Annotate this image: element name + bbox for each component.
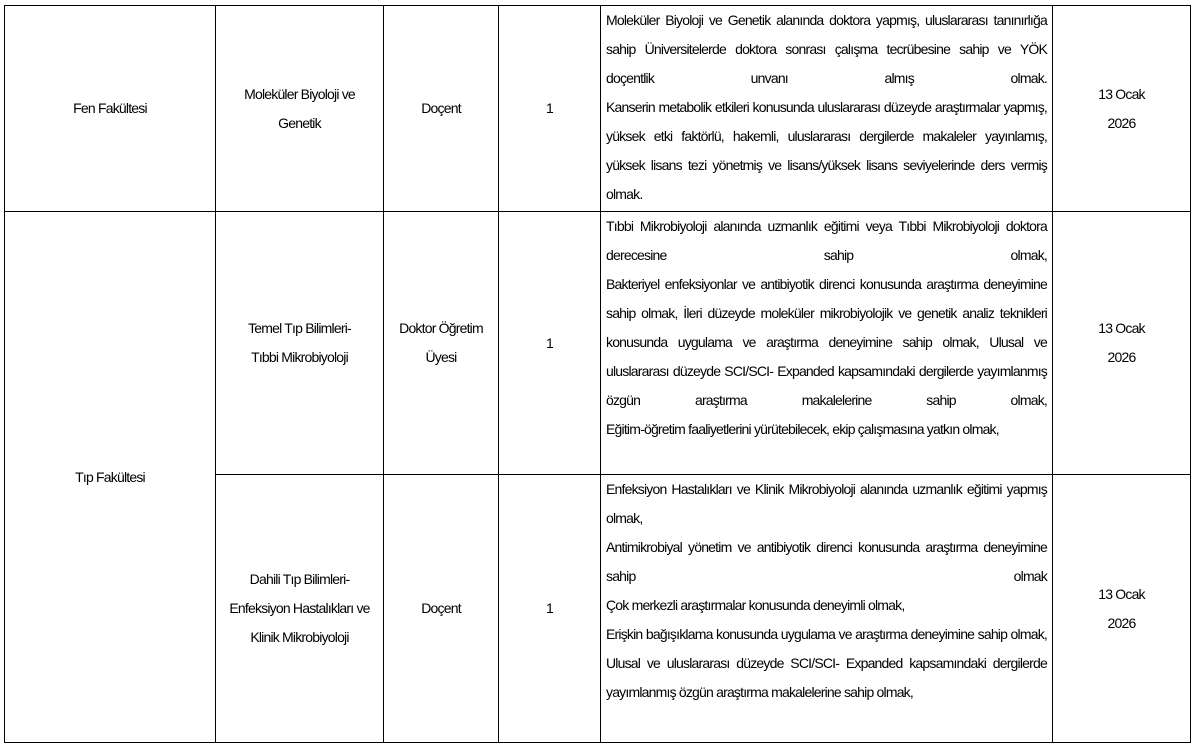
requirement-text: Tıbbi Mikrobiyoloji alanında uzmanlık eğitimi veya Tıbbi Mikrobiyoloji doktora derecesine sahip olmak,	[606, 218, 1047, 263]
department-line: Enfeksiyon Hastalıkları ve	[229, 600, 370, 616]
positions-table	[4, 5, 1191, 743]
date-cell	[1053, 6, 1191, 212]
requirements-cell	[601, 212, 1053, 475]
department-line: Klinik Mikrobiyoloji	[250, 629, 349, 645]
count-cell	[499, 475, 601, 743]
table-row	[5, 212, 1191, 475]
title-line: Doçent	[421, 100, 461, 116]
requirements-cell	[601, 475, 1053, 743]
faculty-name: Fen Fakültesi	[73, 100, 147, 116]
date-line: 13 Ocak	[1098, 585, 1145, 602]
title-cell	[384, 212, 499, 475]
count-cell	[499, 6, 601, 212]
requirement-text: Enfeksiyon Hastalıkları ve Klinik Mikrobiyoloji alanında uzmanlık eğitimi yapmış olmak,	[606, 481, 1047, 526]
department-line: Genetik	[278, 114, 321, 131]
title-cell	[384, 475, 499, 743]
department-cell	[216, 475, 384, 743]
requirement-text: Kanserin metabolik etkileri konusunda uluslararası düzeyde araştırmalar yapmış, yüksek etki faktörlü, hakemli, uluslararası dergilerde makaleler yayınlamış, yüksek lisans tezi yönetmiş ve lisans/yüksek lisans seviyelerinde ders vermiş olmak.	[606, 99, 1047, 202]
requirement-text: Eğitim-öğretim faaliyetlerini yürütebilecek, ekip çalışmasına yatkın olmak,	[606, 421, 999, 437]
requirement-text: Erişkin bağışıklama konusunda uygulama ve araştırma deneyimine sahip olmak,	[606, 626, 1047, 642]
faculty-name: Tıp Fakültesi	[75, 468, 145, 485]
department-cell	[216, 212, 384, 475]
date-line: 2026	[1107, 349, 1136, 365]
title-line: Doktor Öğretim	[399, 320, 483, 336]
date-line: 2026	[1107, 614, 1136, 631]
requirement-text: Çok merkezli araştırmalar konusunda deneyimli olmak,	[606, 597, 905, 613]
faculty-cell	[5, 6, 216, 212]
count-cell	[499, 212, 601, 475]
date-line: 13 Ocak	[1098, 320, 1145, 336]
department-line: Moleküler Biyoloji ve	[244, 85, 355, 102]
title-line: Doçent	[421, 600, 461, 616]
requirement-text: Moleküler Biyoloji ve Genetik alanında doktora yapmış, uluslararası tanınırlığa sahip Üniversitelerde doktora sonrası çalışma tecrübesine sahip ve YÖK doçentlik unvanı almış olmak.	[606, 12, 1047, 86]
department-line: Tıbbi Mikrobiyoloji	[251, 349, 348, 365]
requirement-text: Antimikrobiyal yönetim ve antibiyotik direnci konusunda araştırma deneyimine sahip olmak	[606, 539, 1047, 584]
faculty-cell	[5, 212, 216, 743]
title-line: Üyesi	[425, 349, 457, 365]
department-line: Temel Tıp Bilimleri-	[248, 320, 351, 336]
position-count: 1	[546, 600, 553, 616]
date-line: 13 Ocak	[1098, 85, 1145, 102]
department-line: Dahili Tıp Bilimleri-	[249, 571, 350, 587]
requirements-cell	[601, 6, 1053, 212]
date-line: 2026	[1107, 114, 1136, 131]
date-cell	[1053, 212, 1191, 475]
position-count: 1	[546, 334, 553, 351]
department-cell	[216, 6, 384, 212]
table-row	[5, 6, 1191, 212]
requirement-text: Ulusal ve uluslararası düzeyde SCI/SCI- Expanded kapsamındaki dergilerde yayımlanmış özgün araştırma makalelerine sahip olmak,	[606, 655, 1047, 700]
title-cell	[384, 6, 499, 212]
date-cell	[1053, 475, 1191, 743]
requirement-text: Bakteriyel enfeksiyonlar ve antibiyotik direnci konusunda araştırma deneyimine sahip olmak, İleri düzeyde moleküler mikrobiyolojik ve genetik analiz teknikleri konusunda uygulama ve araştırma deneyimine sahip olmak, Ulusal ve uluslararası düzeyde SCI/SCI- Expanded kapsamındaki dergilerde yayımlanmış özgün araştırma makalelerine sahip olmak,	[606, 276, 1047, 408]
position-count: 1	[546, 100, 553, 116]
